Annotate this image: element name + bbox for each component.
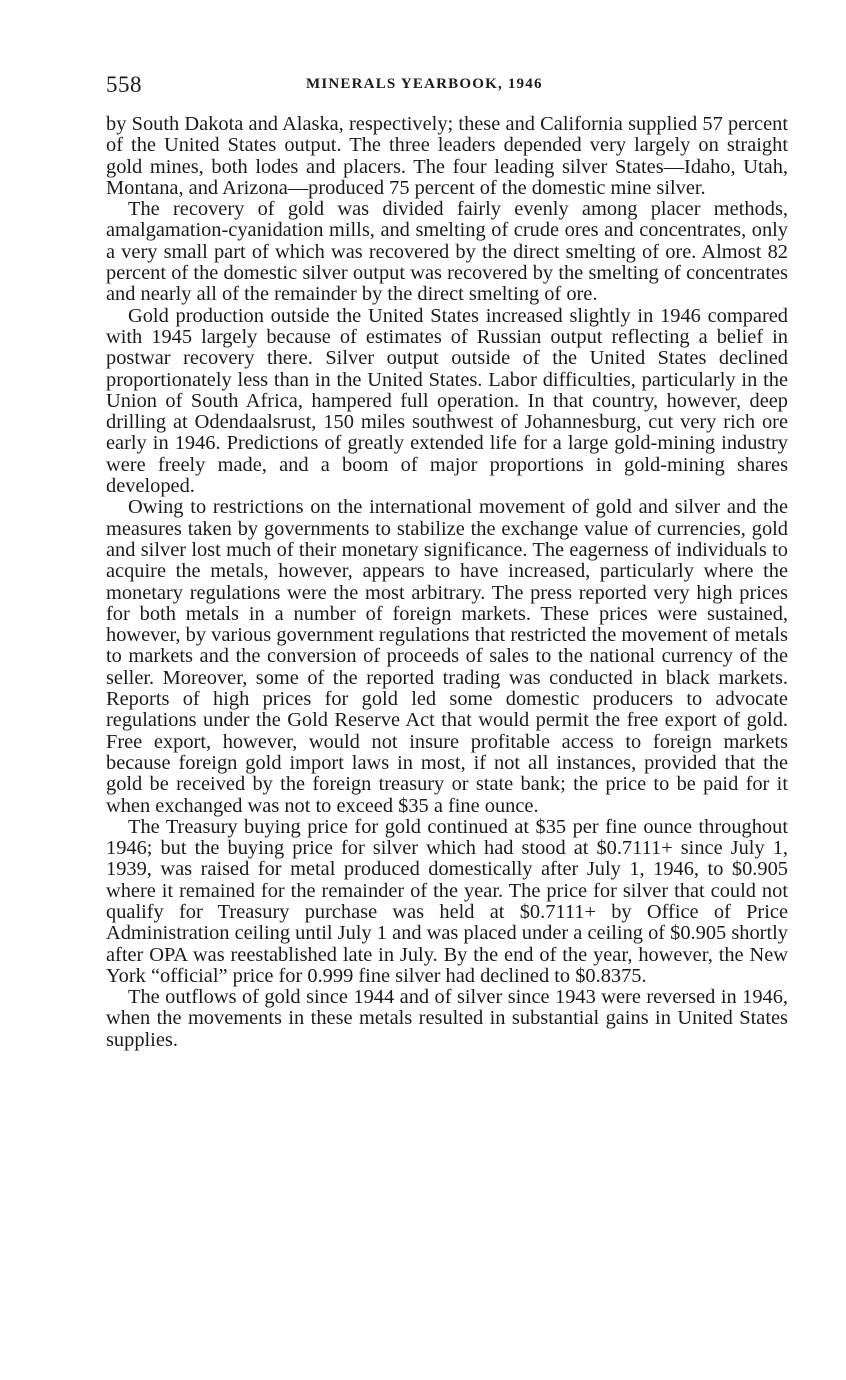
body-text (106, 114, 788, 1051)
running-head: MINERALS YEARBOOK, 1946 (306, 76, 543, 92)
page-header (106, 72, 790, 106)
paragraph-gold-production-outside-us: Gold production outside the United States increased slightly in 1946 compared with 1945 largely because of estimates of Russian output reflecting a belief in postwar recovery there. Silver output outside of the United States declined proportionately less than in the United States. Labor difficulties, particularly in the Union of South Africa, hampered full operation. In that country, however, deep drilling at Odendaalsrust, 150 miles southwest of Johannesburg, cut very rich ore early in 1946. Predictions of greatly extended life for a large gold-mining industry were freely made, and a boom of major proportions in gold-mining shares developed. (106, 304, 788, 498)
paragraph-continued: by South Dakota and Alaska, respectively; these and California supplied 57 percent of the United States output. The three leaders depended very largely on straight gold mines, both lodes and placers. The four leading silver States—Idaho, Utah, Montana, and Arizona—produced 75 percent of the domestic mine silver. (106, 113, 788, 199)
paragraph-international-movement: Owing to restrictions on the international movement of gold and silver and the measures taken by governments to stabilize the exchange value of currencies, gold and silver lost much of their monetary significance. The eagerness of individuals to acquire the metals, however, appears to have increased, particularly where the monetary regulations were the most arbitrary. The press reported very high prices for both metals in a number of foreign markets. These prices were sustained, however, by various government regulations that restricted the movement of metals to markets and the conversion of proceeds of sales to the national currency of the seller. Moreover, some of the reported trading was conducted in black markets. Reports of high prices for gold led some domestic producers to advocate regulations under the Gold Reserve Act that would permit the free export of gold. Free export, however, would not insure profitable access to foreign markets because foreign gold import laws in most, if not all instances, provided that the gold be received by the foreign treasury or state bank; the price to be paid for it when exchanged was not to exceed $35 a fine ounce. (106, 496, 788, 817)
paragraph-recovery-of-gold: The recovery of gold was divided fairly evenly among placer methods, amalgamation-cyanidation mills, and smelting of crude ores and concentrates, only a very small part of which was recovered by the direct smelting of ore. Almost 82 percent of the domestic silver output was recovered by the smelting of concentrates and nearly all of the remainder by the direct smelting of ore. (106, 198, 788, 306)
paragraph-outflows: The outflows of gold since 1944 and of silver since 1943 were reversed in 1946, when the movements in these metals resulted in substantial gains in United States supplies. (106, 986, 788, 1051)
page-number: 558 (106, 72, 142, 97)
paragraph-treasury-buying-price: The Treasury buying price for gold continued at $35 per fine ounce throughout 1946; but the buying price for silver which had stood at $0.7111+ since July 1, 1939, was raised for metal produced domestically after July 1, 1946, to $0.905 where it remained for the remainder of the year. The price for silver that could not qualify for Treasury purchase was held at $0.7111+ by Office of Price Administration ceiling until July 1 and was placed under a ceiling of $0.905 shortly after OPA was reestablished late in July. By the end of the year, however, the New York “official” price for 0.999 fine silver had declined to $0.8375. (106, 815, 788, 987)
